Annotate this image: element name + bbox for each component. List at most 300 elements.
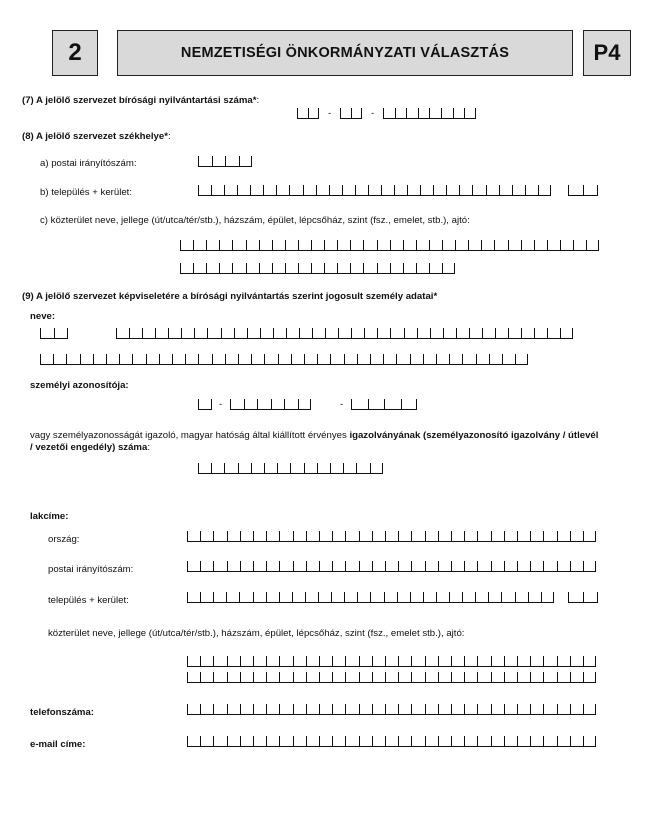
char-box-divider [219,263,220,273]
char-box-divider [504,531,505,541]
char-box-divider [595,736,596,746]
char-box-divider [159,354,160,364]
char-box-divider [411,736,412,746]
char-box-divider [279,672,280,682]
char-box-divider [227,531,228,541]
char-box-divider [398,736,399,746]
char-box-divider [253,656,254,666]
char-box-divider [263,185,264,195]
char-box-divider [372,656,373,666]
char-box-divider [93,354,94,364]
char-box-divider [227,704,228,714]
char-box-divider [557,656,558,666]
char-box-divider [469,328,470,338]
char-box-divider [398,656,399,666]
char-box-divider [293,736,294,746]
char-box-divider [462,592,463,602]
char-box-divider [396,354,397,364]
char-box-divider [305,592,306,602]
hq-postal-label: a) postai irányítószám: [40,158,137,169]
char-box-divider [411,531,412,541]
char-box-divider [290,463,291,473]
char-box-divider [342,185,343,195]
char-box-divider [553,592,554,602]
char-box-divider [570,531,571,541]
char-box-divider [226,592,227,602]
char-box-divider [200,592,201,602]
char-box-divider [332,656,333,666]
char-box-divider [359,656,360,666]
char-box-divider [119,354,120,364]
char-box-divider [279,656,280,666]
rep-country-label: ország: [48,534,80,545]
char-box-divider [508,328,509,338]
char-box-divider [464,672,465,682]
char-box-divider [454,263,455,273]
char-box-divider [332,531,333,541]
char-box-divider [583,704,584,714]
rep-id-field-3[interactable] [351,400,417,410]
char-box-divider [429,108,430,118]
char-box-divider [187,561,188,571]
char-box-divider [240,656,241,666]
char-box-divider [583,531,584,541]
hq-settlement-field[interactable] [198,186,551,196]
char-box-divider [530,561,531,571]
char-box-divider [198,185,199,195]
rep-address-label: közterület neve, jellege (út/utca/tér/stb.), házszám, épület, lépcsőház, szint (fsz., emelet stb.), ajtó: [48,628,465,639]
char-box-divider [425,656,426,666]
char-box-divider [425,561,426,571]
char-box-divider [464,656,465,666]
char-box-divider [246,240,247,250]
char-box-divider [340,108,341,118]
hq-postal-field[interactable] [198,157,252,167]
char-box-divider [193,263,194,273]
char-box-divider [355,185,356,195]
char-box-divider [330,354,331,364]
char-box-divider [289,185,290,195]
char-box-divider [298,240,299,250]
char-box-divider [456,328,457,338]
char-box-divider [198,354,199,364]
rep-id-field-2[interactable] [230,400,311,410]
char-box-divider [557,736,558,746]
char-box-divider [595,704,596,714]
char-box-divider [425,704,426,714]
char-box-divider [494,240,495,250]
char-box-divider [337,263,338,273]
char-box-divider [330,463,331,473]
char-box-divider [284,399,285,409]
char-box-divider [543,561,544,571]
rep-doc-number-field[interactable] [198,464,383,474]
rep-name-label: neve: [30,311,56,322]
rep-address-field-2[interactable] [187,673,596,683]
char-box-divider [517,531,518,541]
char-box-divider [253,736,254,746]
char-box-divider [363,240,364,250]
char-box-divider [185,354,186,364]
char-box-divider [557,561,558,571]
rep-name-prefix-field[interactable] [40,329,68,339]
char-box-divider [359,736,360,746]
rep-address-field-1[interactable] [187,657,596,667]
char-box-divider [547,240,548,250]
char-box-divider [318,108,319,118]
char-box-divider [583,592,584,602]
rep-settlement-label: település + kerület: [48,595,129,606]
char-box-divider [433,185,434,195]
char-box-divider [279,704,280,714]
char-box-divider [206,240,207,250]
char-box-divider [573,240,574,250]
char-box-divider [504,672,505,682]
char-box-divider [595,672,596,682]
char-box-divider [517,672,518,682]
char-box-divider [534,240,535,250]
char-box-divider [586,240,587,250]
char-box-divider [397,592,398,602]
char-box-divider [227,561,228,571]
char-box-divider [486,185,487,195]
char-box-divider [438,672,439,682]
rep-doc-text-2: : [147,442,150,453]
char-box-divider [312,328,313,338]
char-box-divider [438,561,439,571]
char-box-divider [237,185,238,195]
char-box-divider [246,263,247,273]
char-box-divider [370,592,371,602]
char-box-divider [543,531,544,541]
char-box-divider [385,672,386,682]
rep-doc-text-line2 [30,442,150,453]
char-box-divider [211,185,212,195]
char-box-divider [227,656,228,666]
char-box-divider [264,354,265,364]
char-box-divider [266,736,267,746]
char-box-divider [407,185,408,195]
char-box-divider [247,328,248,338]
char-box-divider [181,328,182,338]
char-box-divider [303,185,304,195]
char-box-divider [477,704,478,714]
char-box-divider [331,592,332,602]
rep-id-label: személyi azonosítója: [30,380,129,391]
char-box-divider [464,704,465,714]
char-box-divider [530,672,531,682]
hq-address-label: c) közterület neve, jellege (út/utca/tér/stb.), házszám, épület, lépcsőház, szint (fsz., emelet, stb.), ajtó: [40,215,470,226]
char-box-divider [595,561,596,571]
char-box-divider [259,263,260,273]
char-box-divider [541,592,542,602]
char-box-divider [266,561,267,571]
char-box-divider [398,704,399,714]
char-box-divider [351,108,352,118]
char-box-divider [499,185,500,195]
char-box-divider [451,656,452,666]
char-box-divider [595,656,596,666]
char-box-divider [306,736,307,746]
char-box-divider [530,656,531,666]
char-box-divider [213,592,214,602]
char-box-divider [271,399,272,409]
char-box-divider [557,531,558,541]
rep-address-heading: lakcíme: [30,511,69,522]
char-box-divider [361,108,362,118]
char-box-divider [337,240,338,250]
court-reg-field-2[interactable] [340,109,362,119]
hq-address-field-1[interactable] [180,241,599,251]
char-box-divider [504,704,505,714]
char-box-divider [266,592,267,602]
char-box-divider [398,672,399,682]
char-box-divider [495,328,496,338]
char-box-divider [325,328,326,338]
char-box-divider [442,263,443,273]
char-box-divider [40,354,41,364]
char-box-divider [318,592,319,602]
char-box-divider [279,561,280,571]
rep-settlement-field[interactable] [187,593,554,603]
char-box-divider [198,156,199,166]
char-box-divider [395,108,396,118]
rep-doc-text-1: vagy személyazonosságát igazoló, magyar hatóság által kiállított érvényes [30,430,350,441]
char-box-divider [482,328,483,338]
char-box-divider [257,399,258,409]
char-box-divider [298,263,299,273]
char-box-divider [212,156,213,166]
char-box-divider [368,399,369,409]
char-box-divider [372,531,373,541]
char-box-divider [530,736,531,746]
char-box-divider [451,561,452,571]
char-box-divider [515,592,516,602]
char-box-divider [225,156,226,166]
rep-email-label: e-mail címe: [30,739,86,750]
court-reg-dash-1: - [328,108,332,119]
char-box-divider [180,263,181,273]
rep-country-field[interactable] [187,532,596,542]
char-box-divider [332,672,333,682]
char-box-divider [530,704,531,714]
char-box-divider [206,263,207,273]
char-box-divider [425,672,426,682]
char-box-divider [279,736,280,746]
char-box-divider [521,240,522,250]
char-box-divider [234,328,235,338]
char-box-divider [385,736,386,746]
char-box-divider [384,399,385,409]
char-box-divider [464,531,465,541]
char-box-divider [311,263,312,273]
char-box-divider [187,531,188,541]
char-box-divider [382,463,383,473]
hq-address-field-2[interactable] [180,264,455,274]
char-box-divider [142,328,143,338]
char-box-divider [377,263,378,273]
char-box-divider [260,328,261,338]
char-box-divider [557,704,558,714]
char-box-divider [583,185,584,195]
char-box-divider [385,704,386,714]
char-box-divider [441,108,442,118]
char-box-divider [543,736,544,746]
char-box-divider [187,592,188,602]
char-box-divider [517,561,518,571]
char-box-divider [512,185,513,195]
char-box-divider [224,463,225,473]
char-box-divider [502,354,503,364]
char-box-divider [598,240,599,250]
court-reg-field-1[interactable] [297,109,319,119]
char-box-divider [345,561,346,571]
char-box-divider [568,185,569,195]
char-box-divider [344,354,345,364]
char-box-divider [583,656,584,666]
rep-postal-field[interactable] [187,562,596,572]
section7-colon: : [256,95,260,106]
char-box-divider [232,263,233,273]
char-box-divider [462,354,463,364]
char-box-divider [211,399,212,409]
char-box-divider [372,704,373,714]
char-box-divider [430,328,431,338]
char-box-divider [570,736,571,746]
char-box-divider [425,531,426,541]
char-box-divider [451,672,452,682]
char-box-divider [372,672,373,682]
char-box-divider [230,399,231,409]
char-box-divider [359,672,360,682]
char-box-divider [451,704,452,714]
char-box-divider [259,240,260,250]
char-box-divider [345,656,346,666]
char-box-divider [187,672,188,682]
char-box-divider [291,354,292,364]
char-box-divider [240,672,241,682]
char-box-divider [345,672,346,682]
char-box-divider [212,354,213,364]
char-box-divider [345,736,346,746]
char-box-divider [200,704,201,714]
char-box-divider [359,561,360,571]
char-box-divider [299,328,300,338]
rep-postal-label: postai irányítószám: [48,564,134,575]
char-box-divider [106,354,107,364]
char-box-divider [557,672,558,682]
char-box-divider [583,736,584,746]
char-box-divider [308,108,309,118]
char-box-divider [221,328,222,338]
char-box-divider [306,561,307,571]
char-box-divider [403,240,404,250]
char-box-divider [344,592,345,602]
char-box-divider [570,704,571,714]
char-box-divider [464,108,465,118]
rep-email-field[interactable] [187,737,596,747]
char-box-divider [390,240,391,250]
char-box-divider [194,328,195,338]
char-box-divider [129,328,130,338]
char-box-divider [501,592,502,602]
char-box-divider [132,354,133,364]
char-box-divider [306,656,307,666]
char-box-divider [359,704,360,714]
char-box-divider [481,240,482,250]
char-box-divider [200,672,201,682]
char-box-divider [411,704,412,714]
char-box-divider [475,592,476,602]
rep-phone-field[interactable] [187,705,596,715]
char-box-divider [411,561,412,571]
rep-name-field-2[interactable] [40,355,528,365]
char-box-divider [266,672,267,682]
char-box-divider [292,592,293,602]
char-box-divider [219,240,220,250]
char-box-divider [187,656,188,666]
char-box-divider [521,328,522,338]
char-box-divider [187,704,188,714]
char-box-divider [491,736,492,746]
rep-name-field-1[interactable] [116,329,573,339]
char-box-divider [368,185,369,195]
char-box-divider [276,185,277,195]
char-box-divider [429,240,430,250]
rep-doc-text-2-bold: / vezetői engedély) száma [30,442,148,453]
char-box-divider [357,354,358,364]
char-box-divider [316,185,317,195]
char-box-divider [54,328,55,338]
char-box-divider [198,399,199,409]
char-box-divider [264,463,265,473]
char-box-divider [385,561,386,571]
char-box-divider [528,592,529,602]
char-box-divider [451,736,452,746]
char-box-divider [244,399,245,409]
court-reg-field-3[interactable] [383,109,476,119]
rep-district-field[interactable] [568,593,598,603]
char-box-divider [225,354,226,364]
hq-district-field[interactable] [568,186,598,196]
rep-id-field-1[interactable] [198,400,212,410]
char-box-divider [310,399,311,409]
char-box-divider [568,592,569,602]
char-box-divider [207,328,208,338]
char-box-divider [253,704,254,714]
char-box-divider [213,672,214,682]
char-box-divider [350,263,351,273]
char-box-divider [560,328,561,338]
char-box-divider [488,592,489,602]
char-box-divider [477,672,478,682]
char-box-divider [146,354,147,364]
char-box-divider [477,531,478,541]
char-box-divider [491,704,492,714]
char-box-divider [306,672,307,682]
char-box-divider [293,531,294,541]
char-box-divider [504,736,505,746]
char-box-divider [443,328,444,338]
char-box-divider [213,656,214,666]
char-box-divider [377,328,378,338]
char-box-divider [350,240,351,250]
char-box-divider [449,354,450,364]
char-box-divider [332,704,333,714]
char-box-divider [317,463,318,473]
rep-phone-label: telefonszáma: [30,707,94,718]
char-box-divider [351,328,352,338]
